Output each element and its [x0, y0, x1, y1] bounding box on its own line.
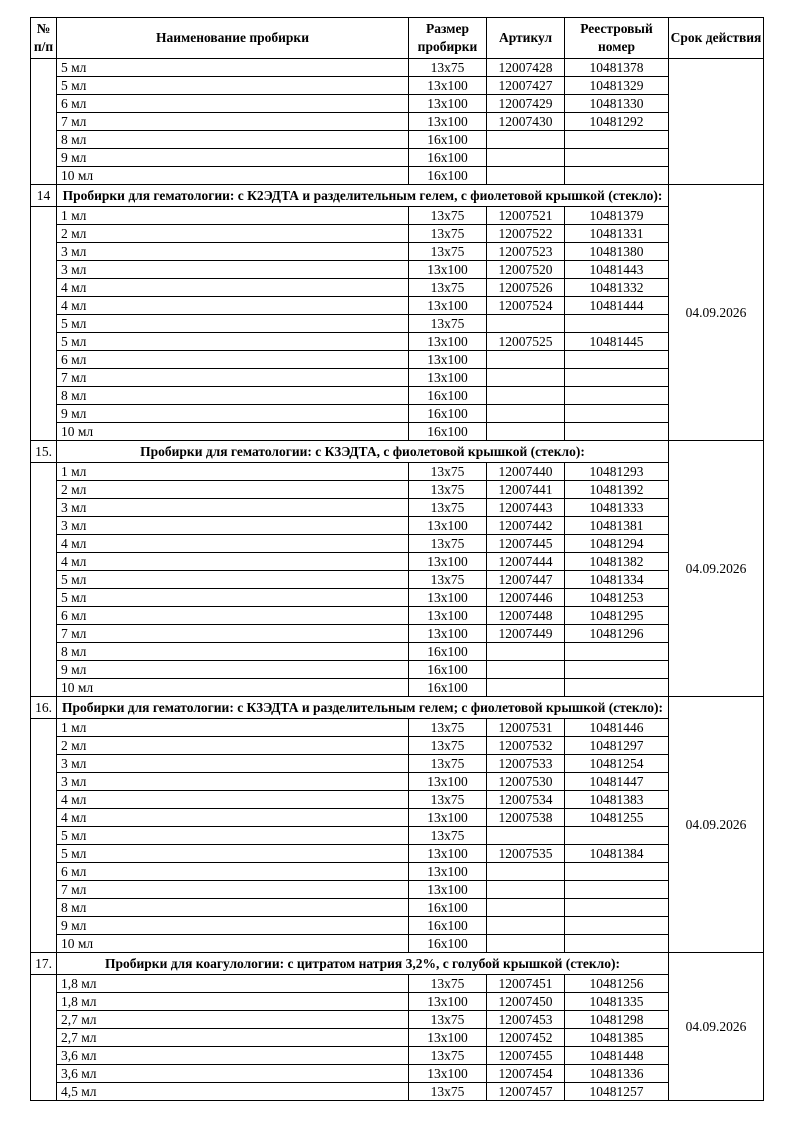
- validity-date: 04.09.2026: [669, 441, 764, 697]
- cell-size: 13x100: [409, 881, 487, 899]
- column-header-validity: Срок действия: [669, 18, 764, 59]
- cell-name: 6 мл: [57, 863, 409, 881]
- table-row: [31, 77, 764, 95]
- cell-article: 12007535: [487, 845, 565, 863]
- table-row: [31, 131, 764, 149]
- cell-article: [487, 661, 565, 679]
- cell-size: 13x75: [409, 1011, 487, 1029]
- cell-name: 10 мл: [57, 679, 409, 697]
- cell-registry: [565, 679, 669, 697]
- cell-registry: 10481443: [565, 261, 669, 279]
- cell-name: 3 мл: [57, 773, 409, 791]
- cell-size: 13x100: [409, 113, 487, 131]
- section-header-row: [31, 953, 764, 975]
- cell-size: 13x75: [409, 499, 487, 517]
- cell-name: 10 мл: [57, 167, 409, 185]
- cell-article: 12007450: [487, 993, 565, 1011]
- cell-article: [487, 387, 565, 405]
- table-row: [31, 261, 764, 279]
- cell-registry: [565, 827, 669, 845]
- table-row: [31, 571, 764, 589]
- cell-size: 13x100: [409, 351, 487, 369]
- cell-name: 5 мл: [57, 589, 409, 607]
- cell-size: 13x75: [409, 1083, 487, 1101]
- cell-registry: 10481294: [565, 535, 669, 553]
- table-row: [31, 517, 764, 535]
- cell-name: 4 мл: [57, 791, 409, 809]
- cell-size: 13x75: [409, 719, 487, 737]
- cell-registry: 10481253: [565, 589, 669, 607]
- cell-registry: 10481447: [565, 773, 669, 791]
- tubes-registry-table: [30, 17, 764, 1101]
- cell-article: [487, 369, 565, 387]
- cell-article: 12007447: [487, 571, 565, 589]
- cell-article: 12007429: [487, 95, 565, 113]
- cell-article: 12007534: [487, 791, 565, 809]
- cell-article: [487, 131, 565, 149]
- cell-registry: [565, 131, 669, 149]
- cell-size: 13x100: [409, 369, 487, 387]
- section-title: Пробирки для коагулологии: с цитратом натрия 3,2%, с голубой крышкой (стекло):: [57, 953, 669, 975]
- cell-registry: 10481297: [565, 737, 669, 755]
- cell-size: 16x100: [409, 661, 487, 679]
- cell-name: 5 мл: [57, 571, 409, 589]
- table-body: [31, 59, 764, 1101]
- table-row: [31, 333, 764, 351]
- cell-name: 5 мл: [57, 315, 409, 333]
- cell-name: 10 мл: [57, 423, 409, 441]
- cell-article: 12007445: [487, 535, 565, 553]
- validity-date: [669, 59, 764, 185]
- cell-size: 16x100: [409, 643, 487, 661]
- cell-size: 13x100: [409, 95, 487, 113]
- cell-registry: 10481256: [565, 975, 669, 993]
- cell-size: 16x100: [409, 917, 487, 935]
- table-row: [31, 1083, 764, 1101]
- table-row: [31, 881, 764, 899]
- table-row: [31, 719, 764, 737]
- cell-registry: 10481334: [565, 571, 669, 589]
- cell-size: 13x75: [409, 827, 487, 845]
- cell-name: 4 мл: [57, 553, 409, 571]
- cell-registry: [565, 917, 669, 935]
- cell-size: 13x75: [409, 571, 487, 589]
- cell-name: 7 мл: [57, 369, 409, 387]
- cell-article: 12007531: [487, 719, 565, 737]
- cell-name: 1,8 мл: [57, 993, 409, 1011]
- cell-size: 16x100: [409, 167, 487, 185]
- section-number: 16.: [31, 697, 57, 719]
- cell-article: [487, 315, 565, 333]
- cell-article: 12007451: [487, 975, 565, 993]
- cell-name: 4,5 мл: [57, 1083, 409, 1101]
- cell-name: 1 мл: [57, 207, 409, 225]
- table-row: [31, 351, 764, 369]
- cell-registry: 10481378: [565, 59, 669, 77]
- cell-size: 16x100: [409, 423, 487, 441]
- cell-article: 12007428: [487, 59, 565, 77]
- cell-registry: 10481382: [565, 553, 669, 571]
- cell-size: 13x100: [409, 625, 487, 643]
- cell-registry: [565, 899, 669, 917]
- table-row: [31, 499, 764, 517]
- cell-registry: 10481292: [565, 113, 669, 131]
- table-row: [31, 369, 764, 387]
- table-row: [31, 643, 764, 661]
- cell-name: 5 мл: [57, 77, 409, 95]
- section-title: Пробирки для гематологии: с К3ЭДТА и разделительным гелем; с фиолетовой крышкой (стекло):: [57, 697, 669, 719]
- cell-size: 13x100: [409, 607, 487, 625]
- cell-name: 9 мл: [57, 405, 409, 423]
- cell-registry: 10481333: [565, 499, 669, 517]
- cell-size: 16x100: [409, 679, 487, 697]
- section-number-spacer: [31, 975, 57, 1101]
- column-header-name: Наименование пробирки: [57, 18, 409, 59]
- cell-size: 13x75: [409, 755, 487, 773]
- table-row: [31, 737, 764, 755]
- cell-name: 7 мл: [57, 625, 409, 643]
- cell-registry: 10481392: [565, 481, 669, 499]
- column-header-registry: Реестровый номер: [565, 18, 669, 59]
- cell-registry: 10481295: [565, 607, 669, 625]
- cell-name: 3 мл: [57, 261, 409, 279]
- cell-size: 13x75: [409, 535, 487, 553]
- table-row: [31, 679, 764, 697]
- table-row: [31, 607, 764, 625]
- table-row: [31, 917, 764, 935]
- cell-name: 7 мл: [57, 113, 409, 131]
- cell-size: 13x100: [409, 77, 487, 95]
- cell-name: 3,6 мл: [57, 1047, 409, 1065]
- cell-size: 13x75: [409, 279, 487, 297]
- section-number-spacer: [31, 463, 57, 697]
- cell-name: 9 мл: [57, 661, 409, 679]
- table-row: [31, 975, 764, 993]
- cell-size: 13x75: [409, 737, 487, 755]
- cell-name: 8 мл: [57, 387, 409, 405]
- cell-size: 16x100: [409, 149, 487, 167]
- cell-registry: 10481380: [565, 243, 669, 261]
- table-row: [31, 993, 764, 1011]
- table-row: [31, 315, 764, 333]
- cell-name: 3 мл: [57, 499, 409, 517]
- cell-article: 12007455: [487, 1047, 565, 1065]
- cell-name: 2,7 мл: [57, 1011, 409, 1029]
- table-row: [31, 827, 764, 845]
- section-number-spacer: [31, 719, 57, 953]
- cell-registry: 10481255: [565, 809, 669, 827]
- cell-article: 12007525: [487, 333, 565, 351]
- section-number-spacer: [31, 207, 57, 441]
- cell-article: 12007452: [487, 1029, 565, 1047]
- cell-name: 1,8 мл: [57, 975, 409, 993]
- cell-name: 6 мл: [57, 95, 409, 113]
- cell-size: 13x75: [409, 481, 487, 499]
- cell-name: 2 мл: [57, 225, 409, 243]
- cell-name: 6 мл: [57, 351, 409, 369]
- table-row: [31, 207, 764, 225]
- cell-registry: [565, 935, 669, 953]
- table-row: [31, 423, 764, 441]
- table-row: [31, 95, 764, 113]
- cell-name: 2,7 мл: [57, 1029, 409, 1047]
- cell-name: 4 мл: [57, 809, 409, 827]
- cell-size: 16x100: [409, 405, 487, 423]
- cell-registry: 10481379: [565, 207, 669, 225]
- cell-registry: [565, 405, 669, 423]
- cell-registry: [565, 661, 669, 679]
- table-row: [31, 225, 764, 243]
- cell-name: 8 мл: [57, 643, 409, 661]
- cell-registry: [565, 643, 669, 661]
- cell-article: 12007522: [487, 225, 565, 243]
- cell-name: 3 мл: [57, 755, 409, 773]
- table-row: [31, 297, 764, 315]
- cell-registry: 10481445: [565, 333, 669, 351]
- cell-name: 9 мл: [57, 149, 409, 167]
- cell-article: [487, 917, 565, 935]
- cell-article: 12007440: [487, 463, 565, 481]
- table-row: [31, 59, 764, 77]
- cell-size: 13x75: [409, 59, 487, 77]
- cell-registry: 10481444: [565, 297, 669, 315]
- cell-article: [487, 167, 565, 185]
- cell-name: 1 мл: [57, 463, 409, 481]
- cell-article: [487, 935, 565, 953]
- cell-article: 12007538: [487, 809, 565, 827]
- cell-name: 8 мл: [57, 131, 409, 149]
- cell-article: [487, 863, 565, 881]
- cell-registry: [565, 881, 669, 899]
- cell-size: 13x100: [409, 1065, 487, 1083]
- cell-article: 12007524: [487, 297, 565, 315]
- cell-registry: [565, 315, 669, 333]
- table-row: [31, 845, 764, 863]
- cell-registry: 10481330: [565, 95, 669, 113]
- cell-registry: 10481381: [565, 517, 669, 535]
- cell-registry: 10481257: [565, 1083, 669, 1101]
- table-row: [31, 167, 764, 185]
- table-header: [31, 18, 764, 59]
- cell-size: 16x100: [409, 131, 487, 149]
- section-header-row: [31, 185, 764, 207]
- cell-size: 13x75: [409, 1047, 487, 1065]
- column-header-num: № п/п: [31, 18, 57, 59]
- cell-article: 12007533: [487, 755, 565, 773]
- table-row: [31, 1029, 764, 1047]
- cell-article: 12007532: [487, 737, 565, 755]
- cell-registry: 10481331: [565, 225, 669, 243]
- cell-name: 8 мл: [57, 899, 409, 917]
- cell-name: 6 мл: [57, 607, 409, 625]
- cell-name: 3 мл: [57, 243, 409, 261]
- cell-article: 12007427: [487, 77, 565, 95]
- section-title: Пробирки для гематологии: с К3ЭДТА, с фиолетовой крышкой (стекло):: [57, 441, 669, 463]
- cell-registry: 10481384: [565, 845, 669, 863]
- cell-registry: 10481385: [565, 1029, 669, 1047]
- table-row: [31, 553, 764, 571]
- cell-size: 13x100: [409, 773, 487, 791]
- cell-article: 12007448: [487, 607, 565, 625]
- cell-name: 7 мл: [57, 881, 409, 899]
- cell-article: [487, 827, 565, 845]
- table-row: [31, 387, 764, 405]
- cell-article: 12007457: [487, 1083, 565, 1101]
- validity-date: 04.09.2026: [669, 185, 764, 441]
- cell-article: [487, 405, 565, 423]
- cell-name: 4 мл: [57, 279, 409, 297]
- cell-registry: 10481446: [565, 719, 669, 737]
- cell-article: 12007520: [487, 261, 565, 279]
- table-row: [31, 405, 764, 423]
- cell-registry: 10481448: [565, 1047, 669, 1065]
- cell-registry: 10481332: [565, 279, 669, 297]
- cell-article: [487, 899, 565, 917]
- cell-name: 4 мл: [57, 297, 409, 315]
- table-row: [31, 1011, 764, 1029]
- cell-registry: 10481335: [565, 993, 669, 1011]
- cell-registry: 10481298: [565, 1011, 669, 1029]
- cell-name: 5 мл: [57, 845, 409, 863]
- cell-article: 12007453: [487, 1011, 565, 1029]
- cell-article: [487, 881, 565, 899]
- cell-size: 13x75: [409, 225, 487, 243]
- table-row: [31, 279, 764, 297]
- cell-size: 16x100: [409, 935, 487, 953]
- table-row: [31, 773, 764, 791]
- table-row: [31, 481, 764, 499]
- table-row: [31, 625, 764, 643]
- cell-size: 16x100: [409, 387, 487, 405]
- table-row: [31, 589, 764, 607]
- cell-article: [487, 149, 565, 167]
- table-header-row: [31, 18, 764, 59]
- cell-article: 12007430: [487, 113, 565, 131]
- cell-size: 13x100: [409, 517, 487, 535]
- column-header-article: Артикул: [487, 18, 565, 59]
- cell-size: 13x100: [409, 993, 487, 1011]
- cell-article: [487, 679, 565, 697]
- cell-registry: [565, 149, 669, 167]
- table-row: [31, 1065, 764, 1083]
- cell-registry: 10481254: [565, 755, 669, 773]
- table-row: [31, 809, 764, 827]
- validity-date: 04.09.2026: [669, 953, 764, 1101]
- cell-article: 12007526: [487, 279, 565, 297]
- table-row: [31, 899, 764, 917]
- cell-article: [487, 423, 565, 441]
- cell-registry: 10481329: [565, 77, 669, 95]
- cell-registry: [565, 351, 669, 369]
- cell-size: 13x100: [409, 863, 487, 881]
- section-header-row: [31, 441, 764, 463]
- cell-name: 5 мл: [57, 333, 409, 351]
- cell-article: [487, 351, 565, 369]
- table-row: [31, 661, 764, 679]
- cell-size: 16x100: [409, 899, 487, 917]
- cell-article: 12007443: [487, 499, 565, 517]
- section-number: 15.: [31, 441, 57, 463]
- cell-name: 2 мл: [57, 481, 409, 499]
- cell-size: 13x75: [409, 463, 487, 481]
- cell-article: 12007446: [487, 589, 565, 607]
- cell-size: 13x100: [409, 1029, 487, 1047]
- cell-article: 12007523: [487, 243, 565, 261]
- table-row: [31, 149, 764, 167]
- cell-article: 12007442: [487, 517, 565, 535]
- table-row: [31, 535, 764, 553]
- cell-article: 12007530: [487, 773, 565, 791]
- cell-size: 13x75: [409, 207, 487, 225]
- section-number: 17.: [31, 953, 57, 975]
- cell-article: [487, 643, 565, 661]
- cell-size: 13x75: [409, 975, 487, 993]
- section-number: 14: [31, 185, 57, 207]
- cell-size: 13x100: [409, 333, 487, 351]
- cell-article: 12007444: [487, 553, 565, 571]
- cell-registry: 10481336: [565, 1065, 669, 1083]
- cell-name: 5 мл: [57, 59, 409, 77]
- table-row: [31, 463, 764, 481]
- table-row: [31, 863, 764, 881]
- cell-registry: [565, 369, 669, 387]
- validity-date: 04.09.2026: [669, 697, 764, 953]
- cell-article: 12007441: [487, 481, 565, 499]
- cell-size: 13x75: [409, 243, 487, 261]
- cell-name: 3 мл: [57, 517, 409, 535]
- cell-name: 10 мл: [57, 935, 409, 953]
- cell-name: 4 мл: [57, 535, 409, 553]
- column-header-size: Размер пробирки: [409, 18, 487, 59]
- cell-name: 5 мл: [57, 827, 409, 845]
- cell-article: 12007521: [487, 207, 565, 225]
- cell-size: 13x100: [409, 553, 487, 571]
- cell-size: 13x100: [409, 845, 487, 863]
- cell-size: 13x100: [409, 261, 487, 279]
- cell-name: 3,6 мл: [57, 1065, 409, 1083]
- cell-article: 12007454: [487, 1065, 565, 1083]
- cell-size: 13x100: [409, 297, 487, 315]
- cell-registry: [565, 863, 669, 881]
- table-row: [31, 1047, 764, 1065]
- cell-registry: [565, 387, 669, 405]
- table-row: [31, 243, 764, 261]
- table-row: [31, 755, 764, 773]
- cell-size: 13x100: [409, 589, 487, 607]
- cell-size: 13x75: [409, 791, 487, 809]
- cell-name: 2 мл: [57, 737, 409, 755]
- cell-registry: [565, 167, 669, 185]
- table-row: [31, 791, 764, 809]
- section-header-row: [31, 697, 764, 719]
- cell-name: 9 мл: [57, 917, 409, 935]
- cell-registry: 10481296: [565, 625, 669, 643]
- section-title: Пробирки для гематологии: с К2ЭДТА и разделительным гелем, с фиолетовой крышкой (стекло):: [57, 185, 669, 207]
- table-row: [31, 935, 764, 953]
- cell-registry: 10481293: [565, 463, 669, 481]
- cell-size: 13x100: [409, 809, 487, 827]
- cell-name: 1 мл: [57, 719, 409, 737]
- cell-article: 12007449: [487, 625, 565, 643]
- cell-registry: 10481383: [565, 791, 669, 809]
- table-row: [31, 113, 764, 131]
- cell-registry: [565, 423, 669, 441]
- section-number-spacer: [31, 59, 57, 185]
- cell-size: 13x75: [409, 315, 487, 333]
